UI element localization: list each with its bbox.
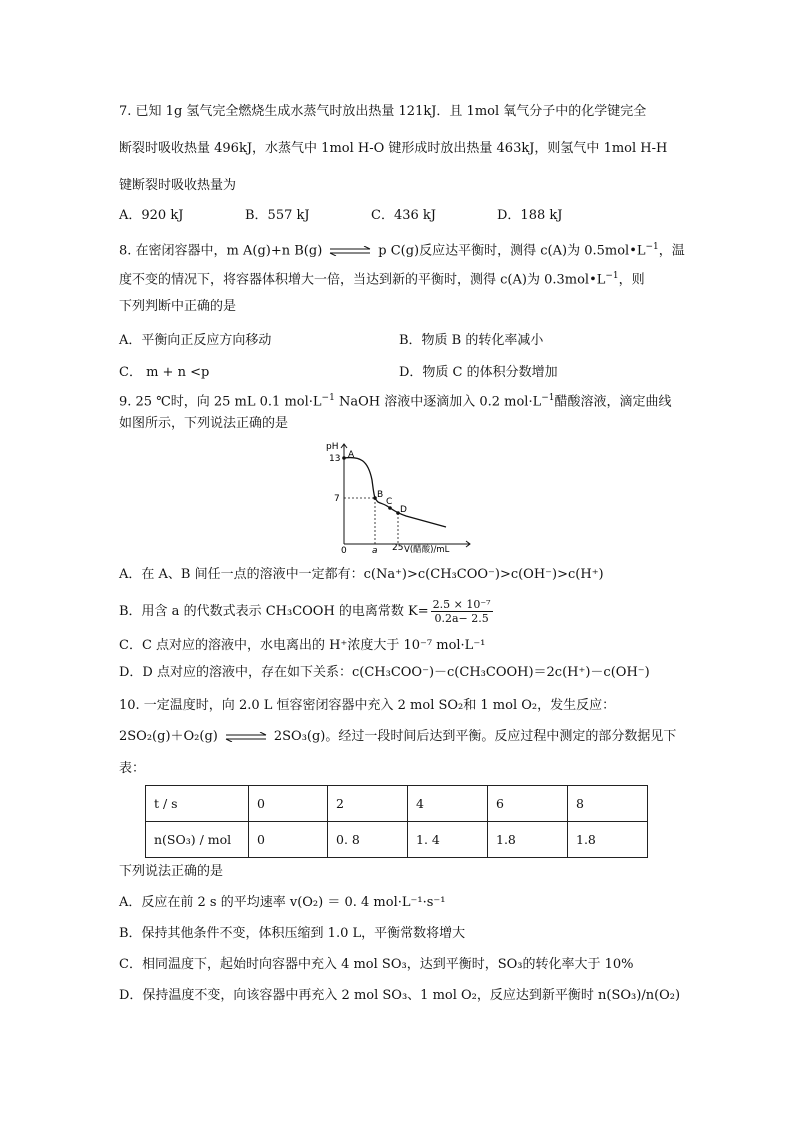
q7-option-c: C．436 kJ bbox=[371, 208, 436, 223]
q9-line1-text-a: 9. 25 ℃时，向 25 mL 0.1 mol·L bbox=[119, 394, 322, 410]
table-cell: 1. 4 bbox=[408, 822, 488, 858]
q8-line2-text-c: ，则 bbox=[618, 272, 645, 288]
point-a-label: A bbox=[348, 450, 355, 460]
q8-line1-text-b: p C(g)反应达平衡时，测得 c(A)为 0.5mol•L bbox=[378, 243, 646, 259]
q9-fraction-denominator: 0.2a− 2.5 bbox=[434, 612, 489, 625]
q8-line1-text-c: ，温 bbox=[658, 243, 685, 259]
q10-line4: 下列说法正确的是 bbox=[119, 864, 224, 879]
point-a-marker bbox=[342, 456, 346, 460]
table-cell: 6 bbox=[488, 786, 568, 822]
q7-line3: 键断裂时吸收热量为 bbox=[119, 178, 237, 193]
q10-line2-text-a: 2SO₂(g)＋O₂(g) bbox=[119, 729, 218, 744]
table-cell: 1.8 bbox=[488, 822, 568, 858]
q10-option-c: C．相同温度下，起始时向容器中充入 4 mol SO₃，达到平衡时，SO₃的转化率大于 10% bbox=[119, 957, 634, 972]
q9-option-b-fraction bbox=[431, 598, 493, 625]
titration-curve bbox=[344, 458, 446, 527]
q7-option-b: B．557 kJ bbox=[245, 208, 310, 223]
q9-line1-sup1: −1 bbox=[321, 393, 335, 403]
q7-option-d: D．188 kJ bbox=[497, 208, 563, 223]
q9-line1 bbox=[119, 389, 672, 411]
q10-line2 bbox=[119, 728, 676, 746]
q9-line1-text-b: NaOH 溶液中逐滴加入 0.2 mol·L bbox=[334, 394, 542, 410]
q7-options bbox=[119, 207, 679, 225]
table-cell: 0 bbox=[249, 822, 328, 858]
q8-option-d: D．物质 C 的体积分数增加 bbox=[399, 365, 558, 380]
q9-line2: 如图所示，下列说法正确的是 bbox=[119, 416, 289, 431]
table-cell: 2 bbox=[328, 786, 408, 822]
q8-line2-text-a: 度不变的情况下，将容器体积增大一倍，当达到新的平衡时，测得 c(A)为 0.3mol•L bbox=[119, 272, 606, 288]
q8-option-a: A．平衡向正反应方向移动 bbox=[119, 333, 272, 348]
q8-line1-sup: −1 bbox=[645, 242, 659, 252]
q9-line1-sup2: −1 bbox=[541, 393, 555, 403]
table-cell: 8 bbox=[568, 786, 648, 822]
y-axis-label: pH bbox=[326, 442, 339, 452]
point-c-label: C bbox=[386, 497, 393, 507]
q7-line1: 7. 已知 1g 氢气完全燃烧生成水蒸气时放出热量 121kJ．且 1mol 氧气分子中的化学键完全 bbox=[119, 104, 647, 119]
q9-fraction-numerator: 2.5 × 10⁻⁷ bbox=[432, 598, 491, 611]
table-cell: 4 bbox=[408, 786, 488, 822]
q10-line1: 10. 一定温度时，向 2.0 L 恒容密闭容器中充入 2 mol SO₂和 1 mol O₂，发生反应： bbox=[119, 698, 616, 713]
q9-option-b-text: B．用含 a 的代数式表示 CH₃COOH 的电离常数 K= bbox=[119, 604, 429, 619]
q9-line1-text-c: 醋酸溶液，滴定曲线 bbox=[554, 394, 672, 410]
q8-option-b: B．物质 B 的转化率减小 bbox=[399, 333, 544, 348]
table-cell: 1.8 bbox=[568, 822, 648, 858]
q9-option-c: C．C 点对应的溶液中，水电离出的 H⁺浓度大于 10⁻⁷ mol·L⁻¹ bbox=[119, 638, 486, 653]
q10-option-b: B．保持其他条件不变，体积压缩到 1.0 L，平衡常数将增大 bbox=[119, 926, 466, 941]
table-row bbox=[146, 786, 648, 822]
x-tick-25: 25 bbox=[392, 543, 404, 553]
q7-option-a: A．920 kJ bbox=[119, 208, 184, 223]
titration-curve-graph bbox=[320, 440, 480, 560]
table-cell: 0 bbox=[249, 786, 328, 822]
y-tick-13: 13 bbox=[329, 454, 341, 464]
y-tick-7: 7 bbox=[334, 494, 340, 504]
table-row bbox=[146, 822, 648, 858]
x-axis-label: V(醋酸)/mL bbox=[404, 545, 450, 555]
point-b-label: B bbox=[377, 490, 384, 500]
q10-line3: 表： bbox=[119, 761, 146, 776]
q8-line1 bbox=[119, 238, 685, 260]
q9-option-d: D．D 点对应的溶液中，存在如下关系：c(CH₃COO⁻)－c(CH₃COOH)＝2c(H⁺)－c(OH⁻) bbox=[119, 665, 650, 680]
q8-line3: 下列判断中正确的是 bbox=[119, 299, 237, 314]
q8-line1-text-a: 8. 在密闭容器中，m A(g)+n B(g) bbox=[119, 243, 323, 259]
q8-option-c: C． m + n <p bbox=[119, 365, 210, 380]
equilibrium-arrow-icon bbox=[224, 732, 268, 742]
point-d-label: D bbox=[400, 505, 407, 515]
q8-line2 bbox=[119, 267, 645, 289]
q10-option-a: A．反应在前 2 s 的平均速率 v(O₂) ＝ 0. 4 mol·L⁻¹·s⁻¹ bbox=[119, 895, 446, 910]
q9-option-b bbox=[119, 598, 493, 626]
table-cell: t / s bbox=[146, 786, 249, 822]
q10-line2-text-b: 2SO₃(g)。经过一段时间后达到平衡。反应过程中测定的部分数据见下 bbox=[273, 729, 677, 744]
q10-option-d: D．保持温度不变，向该容器中再充入 2 mol SO₃、1 mol O₂，反应达到新平衡时 n(SO₃)/n(O₂) bbox=[119, 988, 681, 1003]
x-tick-0: 0 bbox=[341, 546, 347, 556]
table-cell: 0. 8 bbox=[328, 822, 408, 858]
q9-option-a: A．在 A、B 间任一点的溶液中一定都有：c(Na⁺)>c(CH₃COO⁻)>c(OH⁻)>c(H⁺) bbox=[119, 567, 604, 582]
q8-line2-sup: −1 bbox=[605, 271, 619, 281]
x-tick-a: a bbox=[372, 546, 378, 556]
q7-line2: 断裂时吸收热量 496kJ，水蒸气中 1mol H-O 键形成时放出热量 463kJ，则氢气中 1mol H-H bbox=[119, 141, 668, 156]
q10-data-table bbox=[145, 785, 648, 858]
equilibrium-arrow-icon bbox=[328, 246, 372, 256]
table-cell: n(SO₃) / mol bbox=[146, 822, 249, 858]
